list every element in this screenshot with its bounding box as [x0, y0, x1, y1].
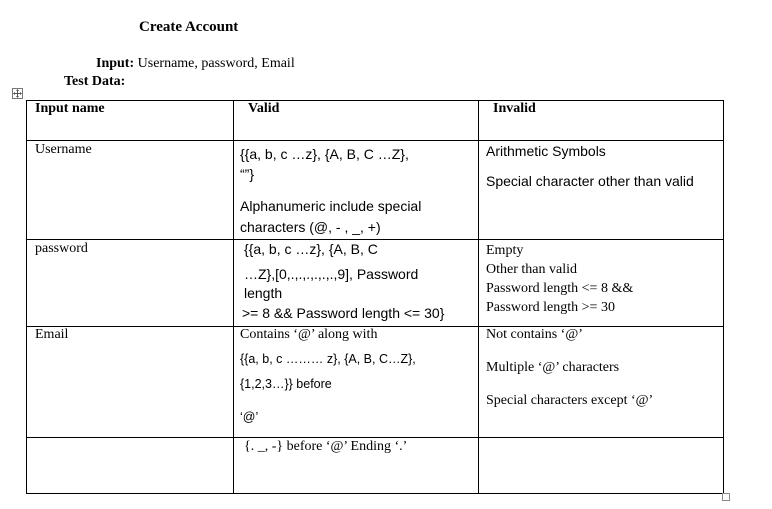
input-label: Input: [96, 56, 135, 71]
row-username-name: Username [27, 141, 234, 240]
invalid-line: Password length <= 8 && [486, 281, 634, 296]
valid-line: length [244, 285, 283, 301]
table-header-row [27, 101, 724, 141]
input-line [96, 56, 295, 72]
table-row [27, 438, 724, 494]
valid-line: {1,2,3…}} before [240, 377, 332, 391]
valid-line: characters (@, - , _, +) [240, 219, 381, 235]
valid-line: {. _, -} before ‘@’ Ending ‘.’ [244, 439, 408, 454]
header-invalid: Invalid [479, 101, 724, 141]
row-email-name: Email [27, 327, 234, 438]
row-email-invalid [479, 327, 724, 438]
valid-line: Contains ‘@’ along with [240, 327, 378, 342]
table-row [27, 327, 724, 438]
input-value: Username, password, Email [137, 56, 295, 71]
valid-line: {{a, b, c …z}, {A, B, C …Z}, [240, 146, 409, 162]
row-empty-name [27, 438, 234, 494]
valid-line: {{a, b, c …z}, {A, B, C [244, 241, 378, 257]
header-valid: Valid [234, 101, 479, 141]
table-resize-handle[interactable] [722, 493, 730, 501]
invalid-line: Special character other than valid [486, 173, 694, 189]
table-row [27, 240, 724, 327]
invalid-line: Password length >= 30 [486, 300, 615, 315]
valid-line: “”} [240, 166, 254, 182]
row-empty-invalid [479, 438, 724, 494]
invalid-line: Special characters except ‘@’ [486, 393, 654, 408]
invalid-line: Other than valid [486, 262, 577, 277]
valid-line: >= 8 && Password length <= 30} [242, 305, 445, 321]
invalid-line: Not contains ‘@’ [486, 327, 583, 342]
table-row [27, 141, 724, 240]
row-password-invalid [479, 240, 724, 327]
row-password-valid [234, 240, 479, 327]
invalid-line: Multiple ‘@’ characters [486, 360, 620, 375]
table-move-handle-icon[interactable] [12, 88, 23, 99]
invalid-line: Empty [486, 243, 524, 258]
row-username-valid [234, 141, 479, 240]
valid-line: Alphanumeric include special [240, 198, 422, 214]
invalid-line: Arithmetic Symbols [486, 143, 606, 159]
row-password-name: password [27, 240, 234, 327]
valid-line: …Z},[0,.,.,.,.,.,.,9], Password [244, 266, 419, 282]
valid-line: ‘@’ [240, 410, 259, 424]
page-title: Create Account [139, 19, 239, 35]
row-email-valid [234, 327, 479, 438]
valid-line: {{a, b, c ……… z}, {A, B, C…Z}, [240, 352, 416, 366]
test-data-table [26, 100, 724, 494]
test-data-label: Test Data: [64, 74, 126, 89]
row-username-invalid [479, 141, 724, 240]
row-empty-valid [234, 438, 479, 494]
header-input-name: Input name [27, 101, 234, 141]
